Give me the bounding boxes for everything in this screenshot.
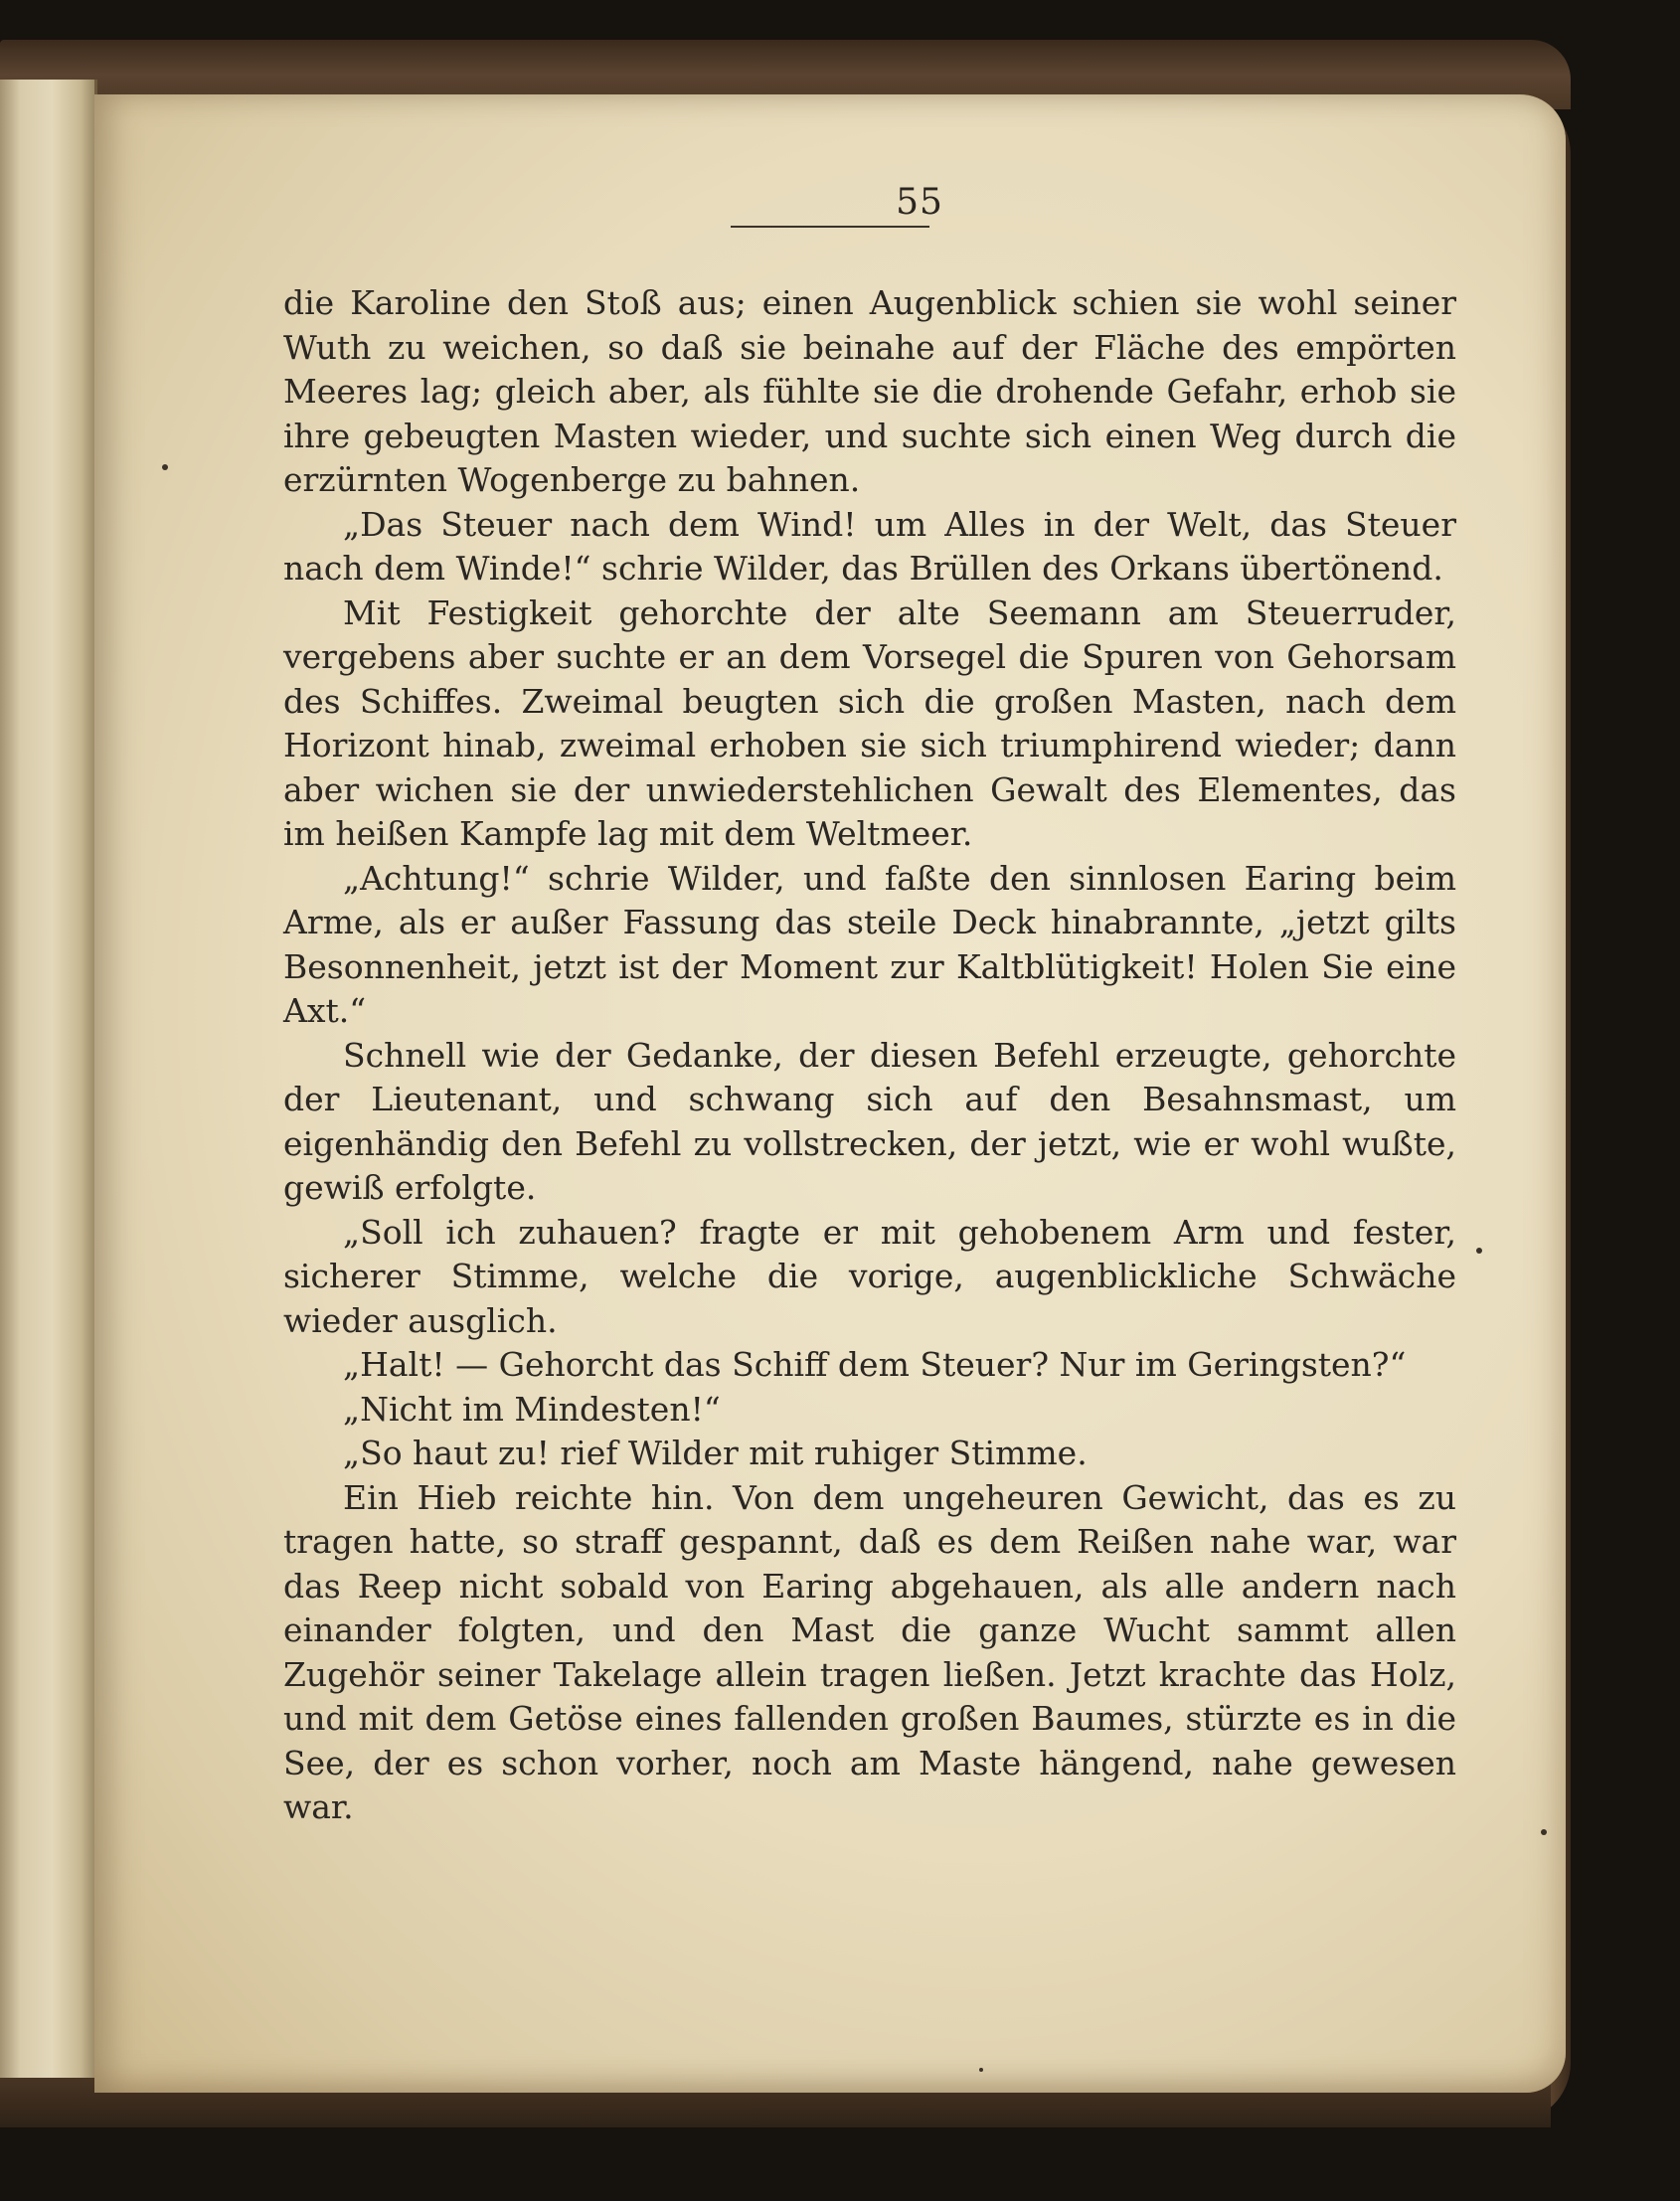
paper-speck — [979, 2068, 983, 2072]
paragraph: Ein Hieb reichte hin. Von dem ungeheuren Gewicht, das es zu tragen hatte, so straff gespannt, daß es dem Reißen nahe war, war das Reep nicht sobald von Earing abgehauen, als alle andern nach einander folgten, und den Mast die ganze Wucht sammt allen Zugehör seiner Takelage allein tragen ließen. Jetzt krachte das Holz, und mit dem Getöse eines fallenden großen Baumes, stürzte es in die See, der es schon vorher, noch am Maste hängend, nahe gewesen war. — [283, 1477, 1456, 1826]
paragraph: „Das Steuer nach dem Wind! um Alles in der Welt, das Steuer nach dem Winde!“ schrie Wilder, das Brüllen des Orkans übertönend. — [283, 504, 1456, 588]
paragraph: „So haut zu! rief Wilder mit ruhiger Stimme. — [343, 1434, 1088, 1472]
paragraph: Mit Festigkeit gehorchte der alte Seemann am Steuerruder, vergebens aber suchte er an dem Vorsegel die Spuren von Gehorsam des Schiffes. Zweimal beugten sich die großen Masten, nach dem Horizont hinab, zweimal erhoben sie sich triumphirend wieder; dann aber wichen sie der unwiederstehlichen Gewalt des Elementes, das im heißen Kampfe lag mit dem Weltmeer. — [283, 593, 1456, 853]
paragraph: „Nicht im Mindesten!“ — [343, 1389, 721, 1429]
body-text — [283, 281, 1456, 1830]
facing-page-edge — [0, 80, 97, 2078]
gutter-shadow — [0, 80, 20, 2078]
paragraph: Schnell wie der Gedanke, der diesen Befehl erzeugte, gehorchte der Lieutenant, und schwang sich auf den Besahnsmast, um eigenhändig den Befehl zu vollstrecken, der jetzt, wie er wohl wußte, gewiß erfolgte. — [283, 1035, 1456, 1207]
paragraph: „Halt! — Gehorcht das Schiff dem Steuer? Nur im Geringsten?“ — [343, 1345, 1407, 1384]
paragraph: „Achtung!“ schrie Wilder, und faßte den sinnlosen Earing beim Arme, als er außer Fassung das steile Deck hinabrannte, „jetzt gilts Besonnenheit, jetzt ist der Moment zur Kaltblütigkeit! Holen Sie eine Axt.“ — [283, 858, 1456, 1030]
header-rule — [731, 226, 929, 228]
book-page — [94, 94, 1566, 2093]
paper-speck — [1541, 1829, 1547, 1835]
page-number: 55 — [896, 182, 943, 223]
paper-speck — [162, 464, 168, 470]
paper-speck — [1476, 1248, 1482, 1254]
paragraph: die Karoline den Stoß aus; einen Augenblick schien sie wohl seiner Wuth zu weichen, so daß sie beinahe auf der Fläche des empörten Meeres lag; gleich aber, als fühlte sie die drohende Gefahr, erhob sie ihre gebeugten Masten wieder, und suchte sich einen Weg durch die erzürnten Wogenberge zu bahnen. — [283, 283, 1456, 499]
paragraph: „Soll ich zuhauen? fragte er mit gehobenem Arm und fester, sicherer Stimme, welche die vorige, augenblickliche Schwäche wieder ausglich. — [283, 1212, 1456, 1340]
